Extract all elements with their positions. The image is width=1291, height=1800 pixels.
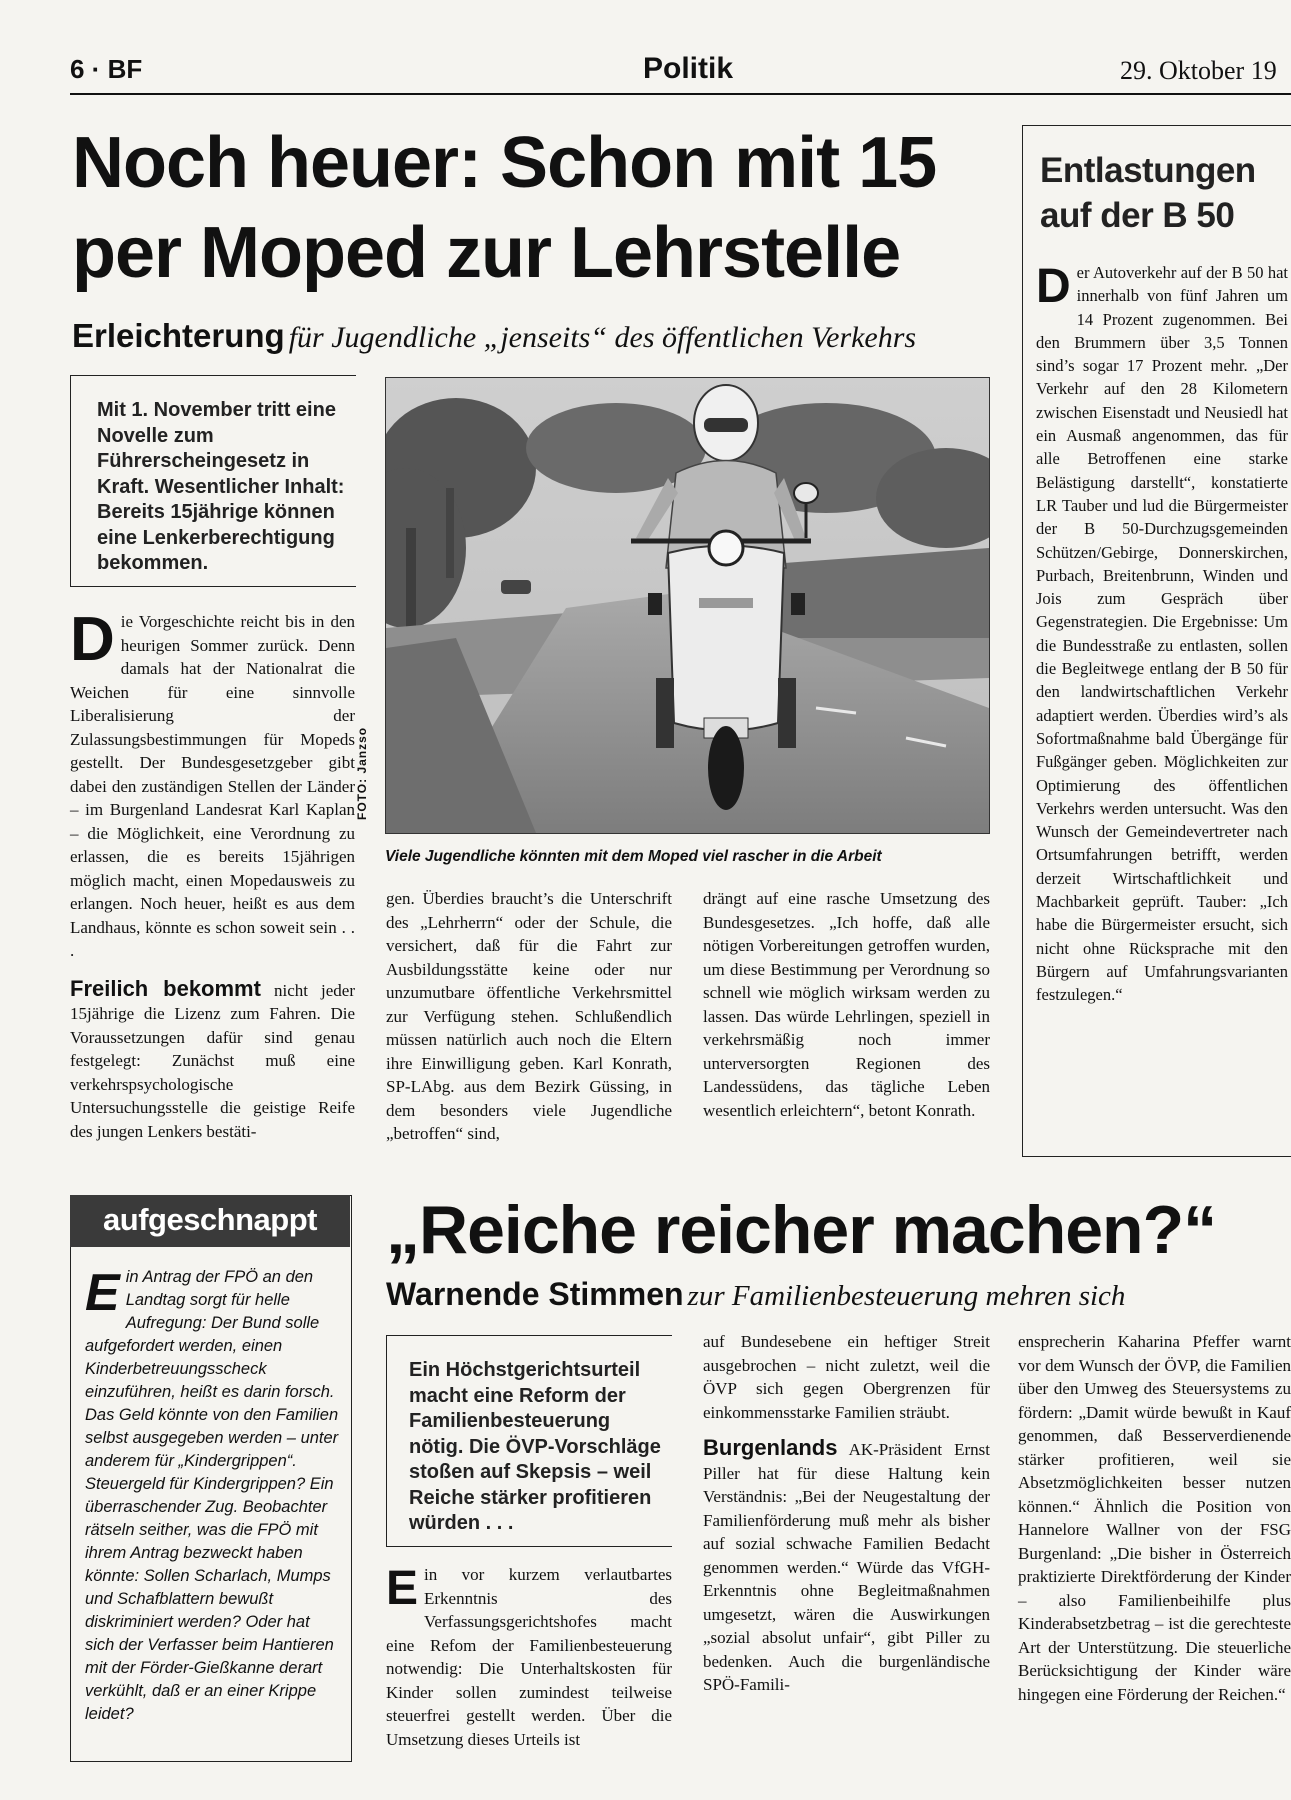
lead-text: Mit 1. November tritt eine Novelle zum Führerscheingesetz in Kraft. Wesentlicher Inhalt: Bereits 15jährige können eine Lenkerberechtigung bekommen.: [97, 399, 345, 574]
page-number: 6 · BF: [70, 54, 143, 84]
subhead-italic: für Jugendliche „jenseits“ des öffentlichen Verkehrs: [288, 321, 917, 354]
article2-run-in-head: Burgenlands: [703, 1435, 838, 1460]
article-photo: [385, 377, 990, 834]
sidebar-headline-line-2: auf der B 50: [1040, 196, 1235, 235]
lead-box: [70, 375, 356, 587]
sidebar-text: [1036, 261, 1288, 1007]
article2-column-1-text: in vor kurzem verlautbartes Erkenntnis des Verfassungsgerichtshofes macht eine Refom der Familienbesteuerung notwendig: Die Unterhaltskosten für Kinder sollen zumindest teilweise steuerfrei gestellt werden. Über die Umsetzung dieses Urteils ist: [386, 1565, 672, 1749]
aufgeschnappt-label: aufgeschnappt: [70, 1195, 350, 1247]
article-column-3: drängt auf eine rasche Umsetzung des Bundesgesetzes. „Ich hoffe, daß alle nötigen Vorbereitungen getroffen wurden, um diese Bestimmung per Verordnung so schnell wie möglich wirksam werden zu lassen. Das würde Lehrlingen, speziell in verkehrsmäßig noch immer unterversorgten Regionen des Landessüdens, das tägliche Leben wesentlich erleichtern“, betont Konrath.: [703, 889, 990, 1120]
article-column-1: [70, 605, 356, 1143]
article2-subhead-italic: zur Familienbesteuerung mehren sich: [687, 1280, 1126, 1312]
article-headline: [72, 118, 992, 298]
headline-line-1: Noch heuer: Schon mit 15: [72, 123, 937, 203]
article2-column-2: [703, 1330, 990, 1697]
scooter-rider-photo: [386, 378, 989, 833]
aufgeschnappt-text: [85, 1266, 340, 1726]
article2-subhead-bold: Warnende Stimmen: [386, 1276, 684, 1312]
section-title: Politik: [643, 52, 734, 85]
run-in-head: Freilich bekommt: [70, 975, 261, 1001]
article2-headline: „Reiche reicher machen?“: [386, 1192, 1217, 1268]
article2-column-2-text2: AK-Präsident Ernst Piller hat für diese Haltung kein Verständnis: „Bei der Neugestaltung der Familienförderung muß mehr als bisher auf sozial schwache Familien Bedacht genommen werden.“ Würde das VfGH-Erkenntnis ohne Begleitmaßnahmen umgesetzt, wären die Auswirkungen „sozial absolut unfair“, gibt Piller zu bedenken. Auch die burgenländische SPÖ-Famili-: [703, 1440, 990, 1694]
sidebar-body: er Autoverkehr auf der B 50 hat innerhalb von fünf Jahren um 14 Prozent zugenommen. Bei den Brummern über 3,5 Tonnen sind’s sogar 17 Prozent mehr. „Der Verkehr auf den 28 Kilometern zwischen Eisenstadt und Neusiedl hat ein Ausmaß angenommen, das für alle Betroffenen eine starke Belästigung darstellt“, konstatierte LR Tauber und lud die Bürgermeister der B 50-Durchzugsgemeinden Schützen/Gebirge, Donnerskirchen, Purbach, Breitenbrunn, Winden und Jois zum Gespräch über Gegenstrategien. Die Ergebnisse: Um die Bundesstraße zu entlasten, sollen die Begleitwege entlang der B 50 für den landwirtschaftlichen Verkehr adaptiert werden. Überdies wird’s als Sofortmaßnahme bald Übergänge für Fußgänger geben. Möglichkeiten zur Optimierung des öffentlichen Verkehrs werden untersucht. Was den Wunsch der Gemeindevertreter nach Ortsumfahrungen betrifft, werden derzeit Wirtschaftlichkeit und Machbarkeit geprüft. Tauber: „Ich habe die Bürgermeister ersucht, sich nicht ohne Rücksprache mit den Bürgern auf Umfahrungsvarianten festzulegen.“: [1036, 263, 1288, 1005]
aufgeschnappt-body: in Antrag der FPÖ an den Landtag sorgt für helle Aufregung: Der Bund solle aufgefordert werden, einen Kinderbetreuungsscheck einzuführen, heißt es darin forsch. Das Geld könnte von den Familien selbst ausgegeben werden – unter anderem für „Kindergrippen“. Steuergeld für Kindergrippen? Ein überraschender Zug. Beobachter rätseln seither, was die FPÖ mit ihrem Antrag bezweckt haben könnte: Sollen Scharlach, Mumps und Schafblattern bewußt diskriminiert werden? Oder hat sich der Verfasser beim Hantieren mit der Förder-Gießkanne derart verkühlt, daß er an einer Krippe leidet?: [85, 1268, 339, 1723]
subhead-bold: Erleichterung: [72, 317, 285, 354]
article-column-2: gen. Überdies braucht’s die Unterschrift des „Lehrherrn“ oder der Schule, die versichert, daß für die Fahrt zur Ausbildungsstätte keine oder nur unzumutbare öffentliche Verkehrsmittel zur Verfügung stehen. Schlußendlich müssen natürlich auch noch die Eltern ihre Einwilligung geben. Karl Konrath, SP-LAbg. aus dem Bezirk Güssing, in dem besonders viele Jugendliche „betroffen“ sind,: [386, 889, 672, 1143]
photo-caption: Viele Jugendliche könnten mit dem Moped viel rascher in die Arbeit: [385, 848, 882, 865]
sidebar-drop-cap: D: [1036, 260, 1071, 313]
article2-subhead: [386, 1276, 1291, 1313]
headline-line-2: per Moped zur Lehrstelle: [72, 213, 901, 293]
sidebar-box: [1022, 125, 1291, 1157]
sidebar-headline: [1040, 148, 1256, 238]
sidebar-headline-line-1: Entlastungen: [1040, 151, 1256, 190]
column-text: ie Vorgeschichte reicht bis in den heurigen Sommer zurück. Denn damals hat der Nationalrat die Weichen für eine sinnvolle Liberalisierung der Zulassungsbestimmungen für Mopeds gestellt. Der Bundesgesetzgeber gibt dabei den zuständigen Stellen der Länder – im Burgenland Landesrat Karl Kaplan – die Möglichkeit, eine Verordnung zu erlassen, die es bereits 15jährigen möglich macht, einen Mopedausweis zu erlangen. Noch heuer, heißt es aus dem Landhaus, könnte es schon soweit sein . . .: [70, 612, 355, 960]
article2-drop-cap: E: [386, 1562, 419, 1615]
article2-lead-box: [386, 1335, 672, 1547]
article2-column-3: ensprecherin Kaharina Pfeffer warnt vor dem Wunsch der ÖVP, die Familien über den Umweg des Steuersystems zu fördern: „Damit würde bewußt in Kauf genommen, daß Besserverdienende stärker profitieren, weil sie Absetzmöglichkeiten besser nutzen können.“ Ähnlich die Position von Hannelore Wallner von der FSG Burgenland: „Die bisher in Österreich praktizierte Direktförderung der Kinder – also Familienbeihilfe plus Kinderabsetzbetrag – ist die gerechteste Art der Unterstützung. Die steuerliche Berücksichtigung der Kinder wäre hingegen eine Förderung der Reichen.“: [1018, 1332, 1291, 1704]
article2-lead-text: Ein Höchstgerichtsurteil macht eine Reform der Familienbesteuerung nötig. Die ÖVP-Vorschläge stoßen auf Skepsis – weil Reiche stärker profitieren würden . . .: [409, 1359, 661, 1534]
photo-credit: FOTO: Janzso: [355, 726, 369, 820]
article2-column-1: [386, 1563, 672, 1751]
article-subhead: [72, 317, 1012, 355]
article2-column-2-text: auf Bundesebene ein heftiger Streit ausgebrochen – nicht zuletzt, weil die ÖVP sich gegen Obergrenzen für einkommensstarke Familien sträubt.: [703, 1332, 990, 1422]
header-rule: [70, 93, 1291, 95]
aufgeschnappt-box: [70, 1195, 352, 1762]
issue-date: 29. Oktober 19: [1120, 56, 1277, 85]
drop-cap: D: [70, 605, 115, 674]
column-text: nicht jeder 15jährige die Lizenz zum Fahren. Die Voraussetzungen dafür sind genau festgelegt: Zunächst muß eine verkehrspsychologische Untersuchungsstelle die geistige Reife des jungen Lenkers bestäti-: [70, 980, 356, 1141]
aufgeschnappt-drop-cap: E: [85, 1264, 120, 1322]
